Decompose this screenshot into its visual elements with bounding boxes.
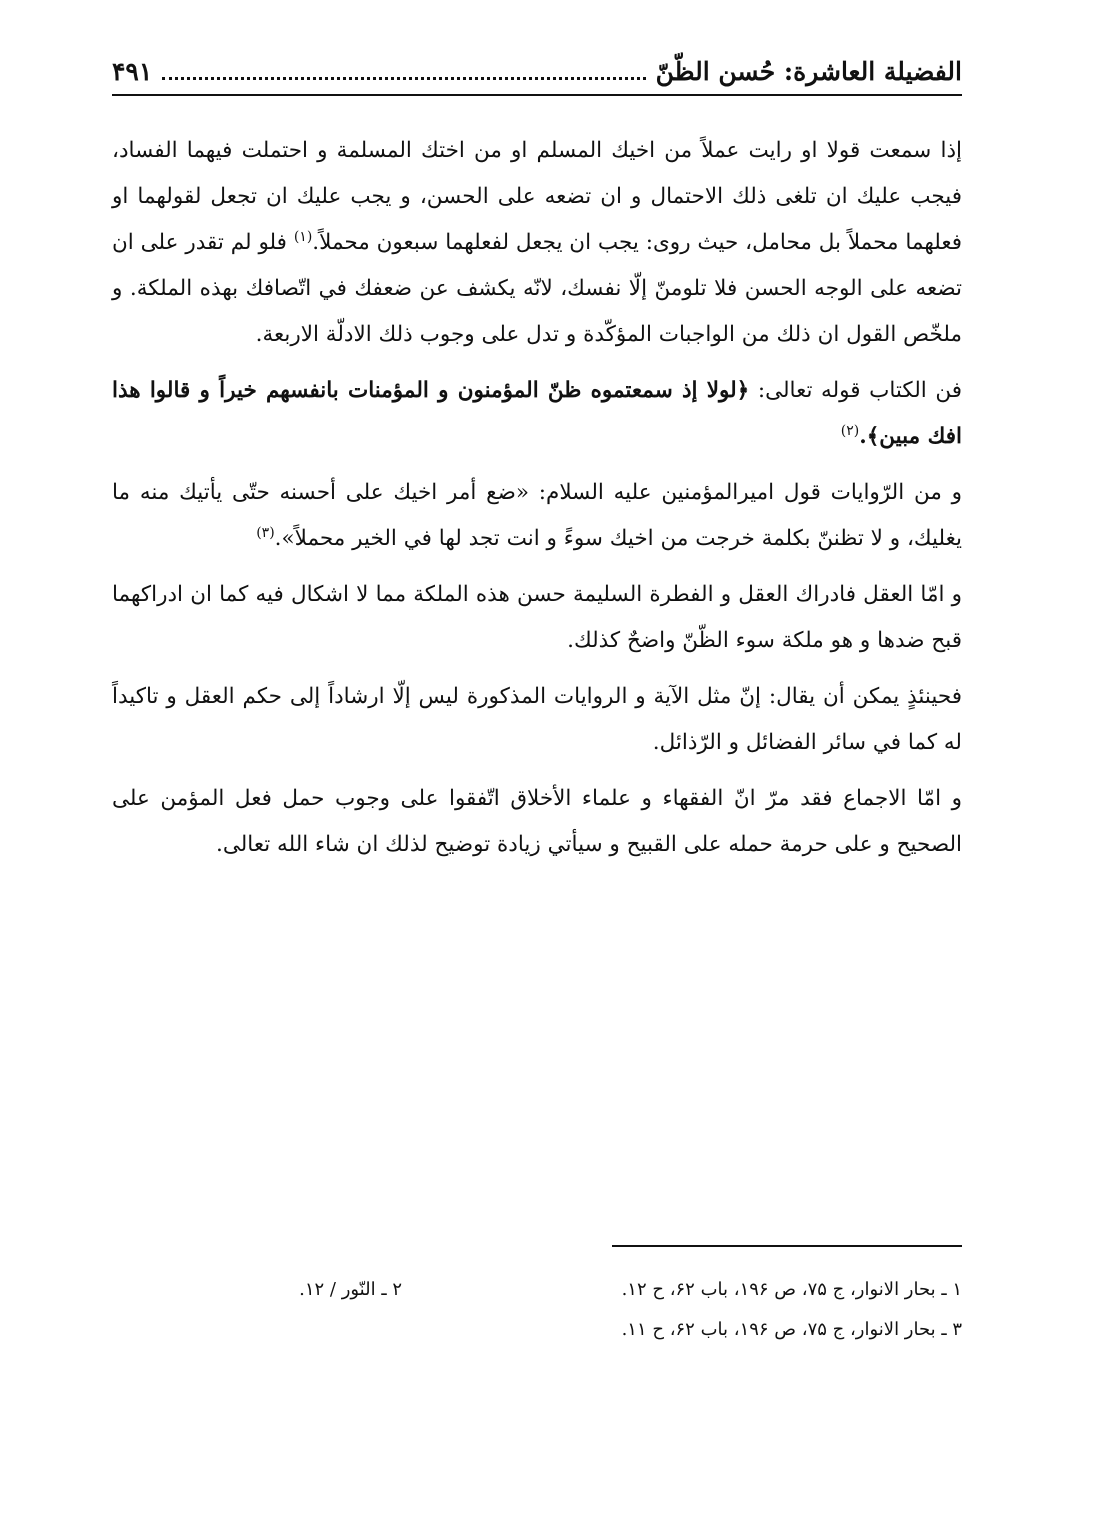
footnote-2: ۲ ـ النّور / ۱۲.	[299, 1279, 402, 1300]
paragraph-1	[112, 128, 962, 358]
paragraph-3	[112, 470, 962, 562]
footnote-ref-2: (۲)	[840, 422, 860, 439]
paragraph-5: فحينئذٍ يمكن أن يقال: إنّ مثل الآية و الروايات المذكورة ليس إلّا ارشاداً إلى حكم العقل و تاكيداً له كما في سائر الفضائل و الرّذائل.	[112, 684, 962, 755]
footnote-3: ۳ ـ بحار الانوار، ج ۷۵، ص ۱۹۶، باب ۶۲، ح ۱۱.	[621, 1319, 962, 1340]
header-dot-leader	[162, 77, 645, 80]
footnote-row-1	[112, 1270, 962, 1310]
page-header	[112, 44, 962, 96]
page-number: ۴۹۱	[112, 57, 153, 86]
footnote-ref-3: (۳)	[256, 524, 275, 541]
footnotes	[112, 1270, 962, 1350]
footnote-1: ۱ ـ بحار الانوار، ج ۷۵، ص ۱۹۶، باب ۶۲، ح ۱۲.	[621, 1279, 962, 1300]
paragraph-1-text: إذا سمعت قولا او رايت عملاً من اخيك المسلم او من اختك المسلمة و احتملت فيهما الفساد، فيجب عليك ان تلغى ذلك الاحتمال و ان تضعه على الحسن، و يجب عليك ان تجعل لقولهما او فعلهما محملاً بل محامل، حيث روى: يجب ان يجعل لفعلهما سبعون محملاً.	[112, 138, 963, 255]
paragraph-3-text: و من الرّوايات قول اميرالمؤمنين عليه السلام: «ضع أمر اخيك على أحسنه حتّى يأتيك منه ما يغليك، و لا تظننّ بكلمة خرجت من اخيك سوءً و انت تجد لها في الخير محملاً».	[112, 480, 962, 551]
footnote-divider	[612, 1245, 962, 1247]
paragraph-2-intro: فن الكتاب قوله تعالى:	[749, 378, 962, 403]
footnote-ref-1: (۱)	[293, 228, 313, 245]
quran-quote: ﴿لولا إذ سمعتموه ظنّ المؤمنون و المؤمنات بانفسهم خيراً و قالوا هذا افك مبين﴾.	[112, 378, 962, 449]
main-text	[112, 128, 962, 878]
paragraph-4: و امّا العقل فادراك العقل و الفطرة السليمة حسن هذه الملكة مما لا اشكال فيه كما ان ادراكهما قبح ضدها و هو ملكة سوء الظّنّ واضحٌ كذلك.	[112, 582, 962, 653]
paragraph-2	[112, 368, 962, 460]
paragraph-1-tail: فلو لم تقدر على ان تضعه على الوجه الحسن فلا تلومنّ إلّا نفسك، لانّه يكشف عن ضعفك في اتّصافك بهذه الملكة. و ملخّص القول ان ذلك من الواجبات المؤكّدة و تدل على وجوب ذلك الادلّة الاربعة.	[112, 230, 962, 347]
paragraph-6: و امّا الاجماع فقد مرّ انّ الفقهاء و علماء الأخلاق اتّفقوا على وجوب حمل فعل المؤمن على الصحيح و على حرمة حمله على القبيح و سيأتي زيادة توضيح لذلك ان شاء الله تعالى.	[112, 786, 962, 857]
footnote-row-2	[112, 1310, 962, 1350]
chapter-title: الفضيلة العاشرة: حُسن الظّنّ	[655, 57, 962, 86]
